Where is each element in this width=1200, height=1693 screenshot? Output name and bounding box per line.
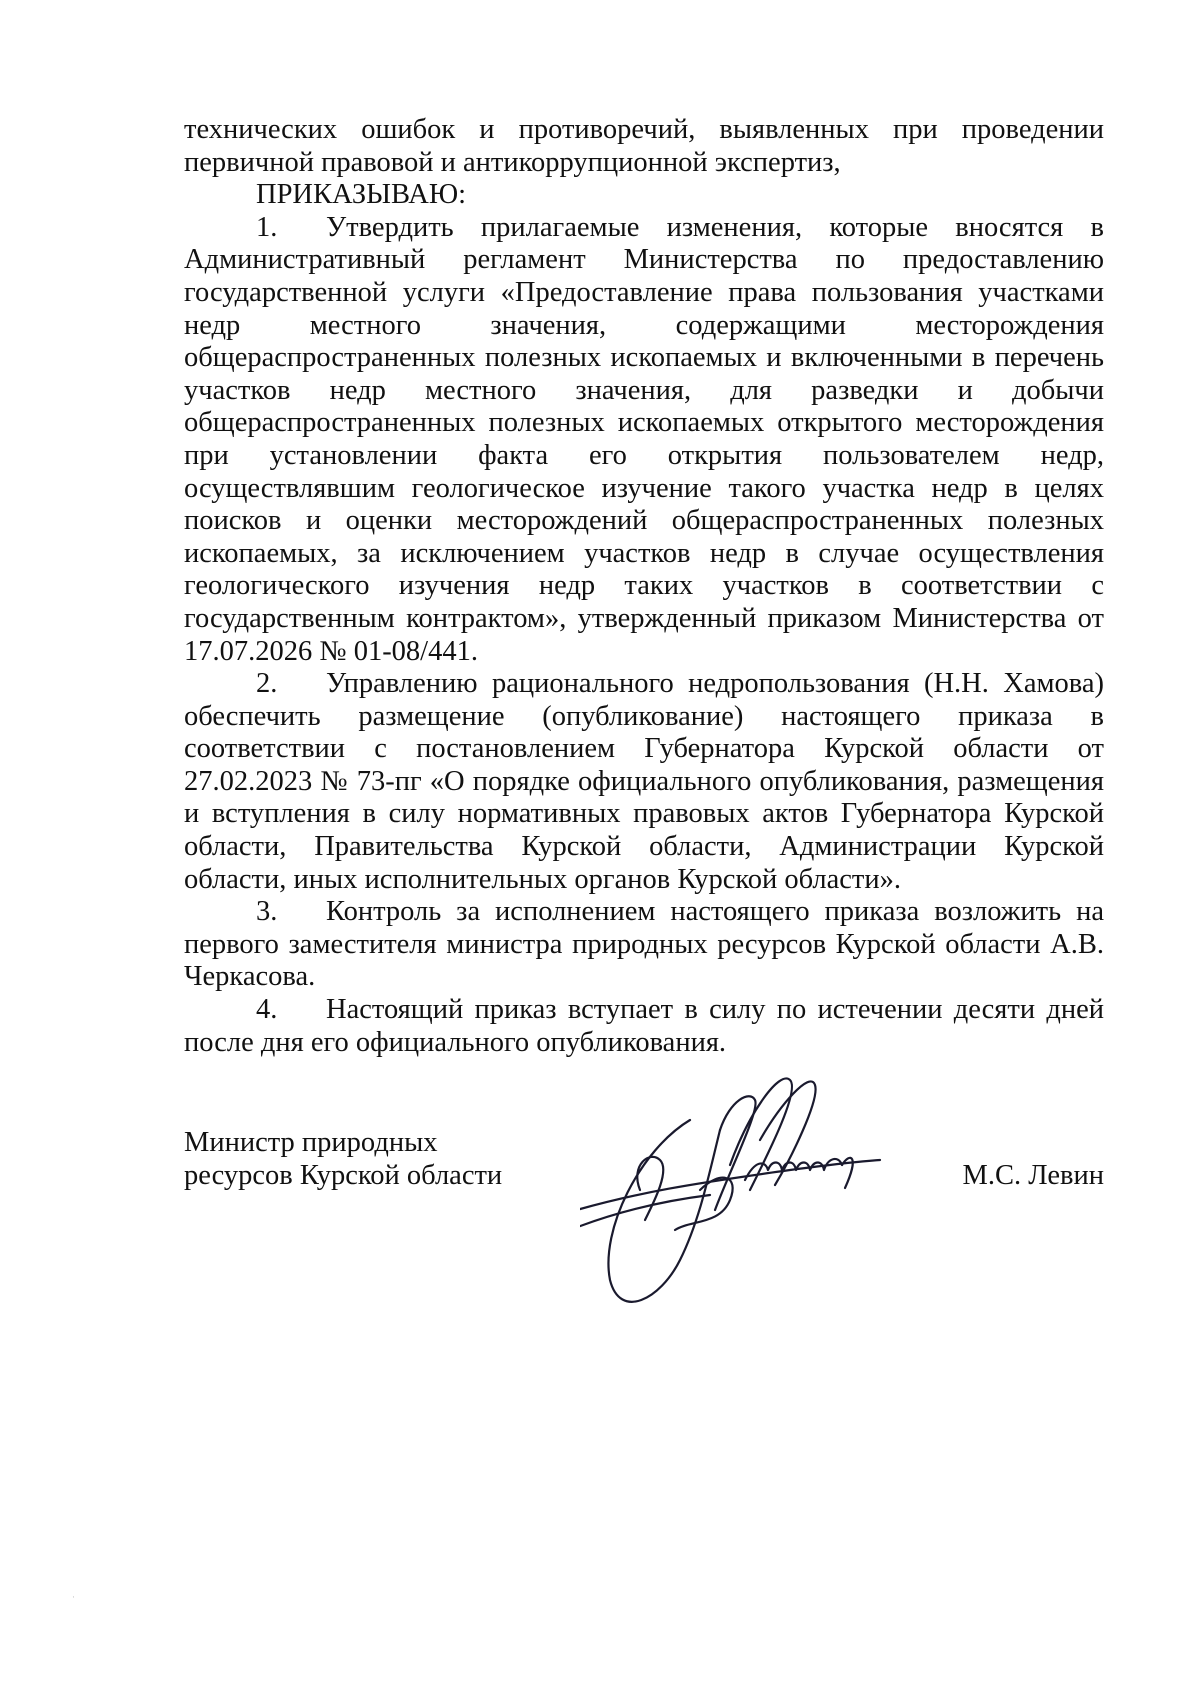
order-item-number: 4.	[256, 994, 278, 1026]
signer-position	[184, 1126, 502, 1192]
order-item-1	[184, 212, 1104, 668]
order-heading: ПРИКАЗЫВАЮ:	[256, 179, 467, 211]
order-item-3	[184, 896, 1104, 994]
signer-position-line-1: Министр природных	[184, 1127, 438, 1158]
order-item-number: 3.	[256, 896, 278, 928]
order-body	[184, 114, 1104, 1059]
order-item-number: 2.	[256, 668, 278, 700]
signer-position-line-2: ресурсов Курской области	[184, 1160, 503, 1191]
order-item-text: Утвердить прилагаемые изменения, которые вносятся в Административный регламент Министерства по предоставлению государственной услуги «Предоставление права пользования участками недр местного значения, содержащими месторождения общераспространенных полезных ископаемых и включенными в перечень участков недр местного значения, для разведки и добычи общераспространенных полезных ископаемых открытого месторождения при установлении факта его открытия пользователем недр, осуществлявшим геологическое изучение такого участка недр в целях поисков и оценки месторождений общераспространенных полезных ископаемых, за исключением участков недр в случае осуществления геологического изучения недр таких участков в соответствии с государственным контрактом», утвержденный приказом Министерства от 17.07.2026 № 01-08/441.	[184, 211, 1104, 667]
signer-name: М.С. Левин	[962, 1160, 1104, 1191]
scan-speck: ·	[72, 1592, 75, 1602]
intro-paragraph: технических ошибок и противоречий, выявленных при проведении первичной правовой и антикоррупционной экспертиз,	[184, 114, 1104, 178]
order-item-text: Управлению рационального недропользования (Н.Н. Хамова) обеспечить размещение (опубликование) настоящего приказа в соответствии с постановлением Губернатора Курской области от 27.02.2023 № 73-пг «О порядке официального опубликования, размещения и вступления в силу нормативных правовых актов Губернатора Курской области, Правительства Курской области, Администрации Курской области, иных исполнительных органов Курской области».	[184, 668, 1104, 895]
order-item-2	[184, 668, 1104, 896]
order-item-text: Контроль за исполнением настоящего приказа возложить на первого заместителя министра природных ресурсов Курской области А.В. Черкасова.	[184, 896, 1104, 993]
order-item-number: 1.	[256, 211, 278, 243]
handwritten-signature	[580, 1070, 940, 1330]
order-item-4	[184, 994, 1104, 1059]
order-item-text: Настоящий приказ вступает в силу по истечении десяти дней после дня его официального опубликования.	[184, 994, 1104, 1058]
